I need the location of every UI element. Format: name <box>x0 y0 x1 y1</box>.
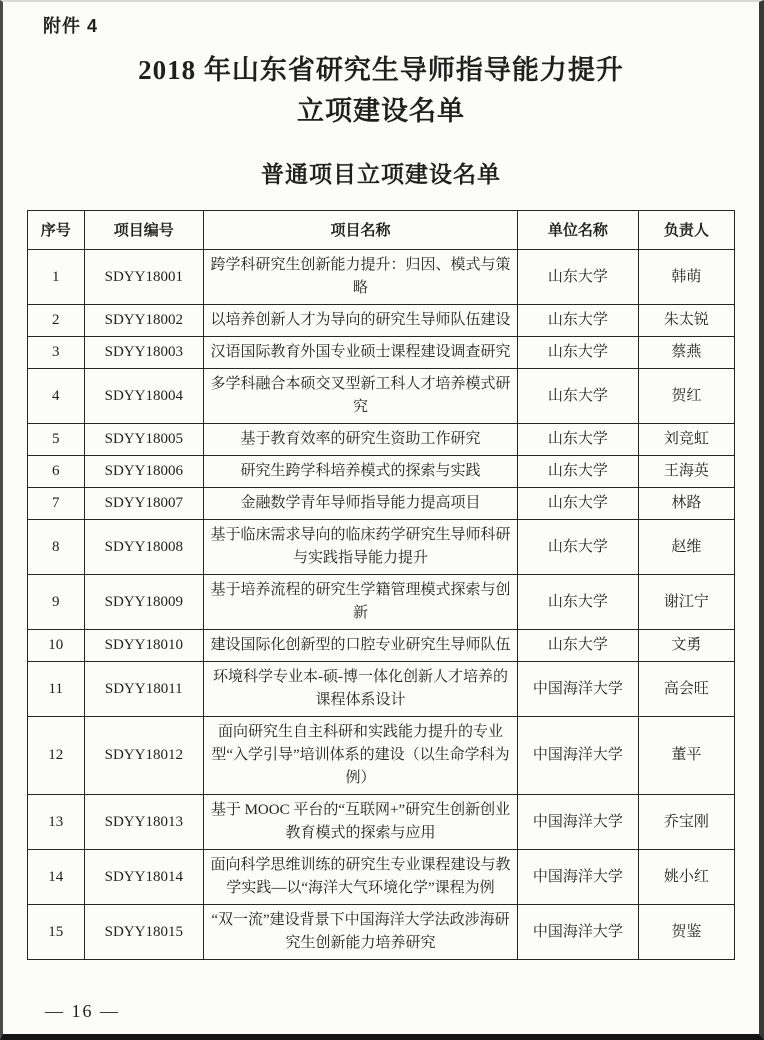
table-row <box>28 575 735 630</box>
table-row <box>28 369 735 424</box>
cell-org: 中国海洋大学 <box>517 662 638 717</box>
cell-person: 董平 <box>638 717 734 795</box>
cell-code: SDYY18003 <box>84 337 203 369</box>
cell-org: 山东大学 <box>517 369 638 424</box>
cell-person: 韩萌 <box>638 250 734 305</box>
cell-code: SDYY18013 <box>84 795 203 850</box>
cell-code: SDYY18015 <box>84 905 203 960</box>
cell-serial: 15 <box>28 905 85 960</box>
cell-serial: 2 <box>28 305 85 337</box>
cell-serial: 8 <box>28 520 85 575</box>
cell-name: 跨学科研究生创新能力提升：归因、模式与策略 <box>204 250 518 305</box>
cell-name: 基于临床需求导向的临床药学研究生导师科研与实践指导能力提升 <box>204 520 518 575</box>
table-row <box>28 795 735 850</box>
cell-name: 多学科融合本硕交叉型新工科人才培养模式研究 <box>204 369 518 424</box>
cell-org: 山东大学 <box>517 488 638 520</box>
cell-name: 建设国际化创新型的口腔专业研究生导师队伍 <box>204 630 518 662</box>
cell-code: SDYY18004 <box>84 369 203 424</box>
table-row <box>28 850 735 905</box>
table-row <box>28 250 735 305</box>
cell-name: 基于教育效率的研究生资助工作研究 <box>204 424 518 456</box>
cell-name: “双一流”建设背景下中国海洋大学法政涉海研究生创新能力培养研究 <box>204 905 518 960</box>
document-title <box>3 50 759 132</box>
cell-person: 谢江宁 <box>638 575 734 630</box>
table-row <box>28 305 735 337</box>
cell-name: 环境科学专业本-硕-博一体化创新人才培养的课程体系设计 <box>204 662 518 717</box>
cell-person: 高会旺 <box>638 662 734 717</box>
cell-code: SDYY18002 <box>84 305 203 337</box>
cell-serial: 5 <box>28 424 85 456</box>
table-row <box>28 424 735 456</box>
cell-serial: 9 <box>28 575 85 630</box>
cell-serial: 11 <box>28 662 85 717</box>
header-project-name: 项目名称 <box>204 211 518 250</box>
table-row <box>28 662 735 717</box>
document-title-line2: 立项建设名单 <box>297 96 465 126</box>
cell-name: 基于培养流程的研究生学籍管理模式探索与创新 <box>204 575 518 630</box>
cell-org: 山东大学 <box>517 305 638 337</box>
cell-org: 中国海洋大学 <box>517 905 638 960</box>
cell-name: 金融数学青年导师指导能力提高项目 <box>204 488 518 520</box>
cell-code: SDYY18014 <box>84 850 203 905</box>
attachment-label: 附件 4 <box>43 16 99 36</box>
cell-org: 山东大学 <box>517 575 638 630</box>
cell-org: 中国海洋大学 <box>517 850 638 905</box>
cell-serial: 14 <box>28 850 85 905</box>
section-title: 普通项目立项建设名单 <box>261 161 501 187</box>
cell-serial: 7 <box>28 488 85 520</box>
cell-code: SDYY18005 <box>84 424 203 456</box>
cell-name: 面向科学思维训练的研究生专业课程建设与教学实践—以“海洋大气环境化学”课程为例 <box>204 850 518 905</box>
header-organization: 单位名称 <box>517 211 638 250</box>
cell-person: 赵维 <box>638 520 734 575</box>
cell-name: 面向研究生自主科研和实践能力提升的专业型“入学引导”培训体系的建设（以生命学科为例） <box>204 717 518 795</box>
document-title-line1: 2018 年山东省研究生导师指导能力提升 <box>138 55 624 85</box>
table-row <box>28 337 735 369</box>
header-person-in-charge: 负责人 <box>638 211 734 250</box>
cell-name: 以培养创新人才为导向的研究生导师队伍建设 <box>204 305 518 337</box>
cell-person: 林路 <box>638 488 734 520</box>
table-row <box>28 488 735 520</box>
cell-org: 山东大学 <box>517 456 638 488</box>
cell-serial: 3 <box>28 337 85 369</box>
cell-code: SDYY18007 <box>84 488 203 520</box>
cell-org: 山东大学 <box>517 424 638 456</box>
cell-name: 基于 MOOC 平台的“互联网+”研究生创新创业教育模式的探索与应用 <box>204 795 518 850</box>
cell-org: 山东大学 <box>517 250 638 305</box>
table-row <box>28 456 735 488</box>
cell-serial: 10 <box>28 630 85 662</box>
cell-person: 乔宝刚 <box>638 795 734 850</box>
cell-code: SDYY18011 <box>84 662 203 717</box>
project-table <box>27 210 735 960</box>
cell-serial: 1 <box>28 250 85 305</box>
table-row <box>28 905 735 960</box>
cell-org: 中国海洋大学 <box>517 795 638 850</box>
cell-code: SDYY18012 <box>84 717 203 795</box>
table-row <box>28 630 735 662</box>
cell-person: 贺红 <box>638 369 734 424</box>
cell-org: 山东大学 <box>517 630 638 662</box>
cell-org: 中国海洋大学 <box>517 717 638 795</box>
cell-code: SDYY18009 <box>84 575 203 630</box>
cell-serial: 6 <box>28 456 85 488</box>
cell-code: SDYY18010 <box>84 630 203 662</box>
cell-org: 山东大学 <box>517 520 638 575</box>
cell-person: 文勇 <box>638 630 734 662</box>
header-serial-number: 序号 <box>28 211 85 250</box>
table-row <box>28 520 735 575</box>
cell-person: 朱太锐 <box>638 305 734 337</box>
cell-person: 王海英 <box>638 456 734 488</box>
cell-person: 贺鉴 <box>638 905 734 960</box>
cell-person: 刘竞虹 <box>638 424 734 456</box>
header-project-code: 项目编号 <box>84 211 203 250</box>
cell-name: 研究生跨学科培养模式的探索与实践 <box>204 456 518 488</box>
cell-org: 山东大学 <box>517 337 638 369</box>
cell-person: 姚小红 <box>638 850 734 905</box>
cell-serial: 12 <box>28 717 85 795</box>
table-header-row <box>28 211 735 250</box>
table-row <box>28 717 735 795</box>
cell-name: 汉语国际教育外国专业硕士课程建设调查研究 <box>204 337 518 369</box>
cell-serial: 13 <box>28 795 85 850</box>
cell-code: SDYY18008 <box>84 520 203 575</box>
cell-code: SDYY18001 <box>84 250 203 305</box>
cell-serial: 4 <box>28 369 85 424</box>
cell-code: SDYY18006 <box>84 456 203 488</box>
page-number: — 16 — <box>45 1001 120 1021</box>
cell-person: 蔡燕 <box>638 337 734 369</box>
